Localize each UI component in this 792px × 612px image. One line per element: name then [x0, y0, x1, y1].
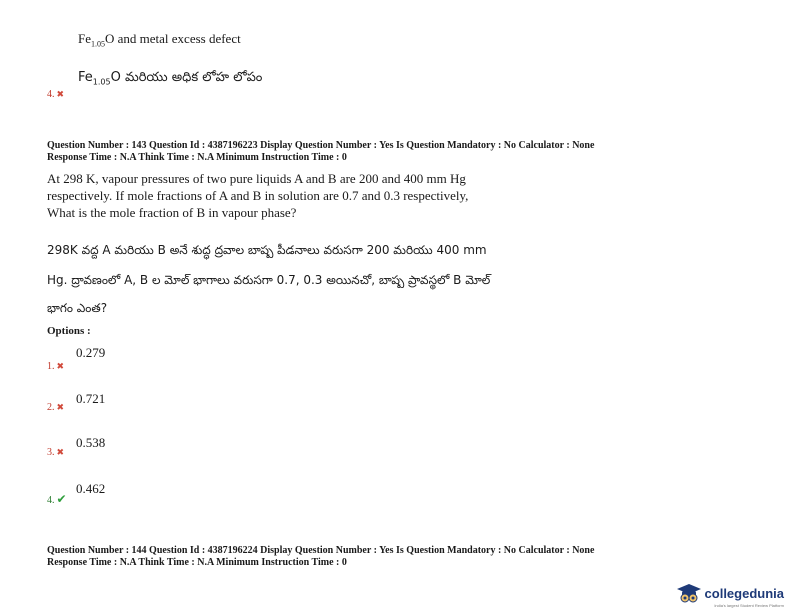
option-3-number: 3. ✖ [47, 447, 65, 458]
previous-option-telugu: $Fe_{1.05}O$ మరియు అధిక లోహ లోపం [78, 70, 263, 87]
question-143-telugu-line3: భాగం ఎంత? [47, 301, 108, 315]
collegedunia-logo [676, 582, 784, 604]
question-143-telugu-line1: 298K వద్ద A మరియు B అనే శుద్ధ ద్రవాల బాష్ప పీడనాలు వరుసగా 200 మరియు 400 mm [47, 243, 487, 257]
brand-name: collegedunia [704, 585, 784, 601]
question-143-meta [47, 140, 594, 164]
option-3-value[interactable]: 0.538 [76, 435, 106, 450]
x-mark-icon: ✖ [56, 403, 65, 413]
question-144-meta [47, 545, 594, 569]
previous-option-number: 4. ✖ [47, 89, 65, 100]
question-144-meta-line1: Question Number : 144 Question Id : 4387196224 Display Question Number : Yes Is Question Mandatory : No Calculator : None [47, 545, 595, 556]
question-143-meta-line1: Question Number : 143 Question Id : 4387196223 Display Question Number : Yes Is Question Mandatory : No Calculator : None [47, 140, 595, 151]
brand-tagline: India's largest Student Review Platform [714, 603, 784, 608]
question-144-meta-line2: Response Time : N.A Think Time : N.A Minimum Instruction Time : 0 [47, 557, 347, 568]
option-2-value[interactable]: 0.721 [76, 391, 106, 406]
option-1-value[interactable]: 0.279 [76, 345, 106, 360]
question-143-telugu-line2: Hg. ద్రావణంలో A, B ల మోల్ భాగాలు వరుసగా 0.7, 0.3 అయినచో, బాష్ప ప్రావస్థలో B మోల్ [47, 273, 491, 287]
option-4-value[interactable]: 0.462 [76, 481, 106, 496]
x-mark-icon: ✖ [56, 448, 65, 458]
graduation-cap-icon [676, 582, 702, 604]
option-2-number: 2. ✖ [47, 402, 65, 413]
previous-option-english: $Fe_{1.05}O$ and metal excess defect [78, 31, 241, 49]
question-143-meta-line2: Response Time : N.A Think Time : N.A Minimum Instruction Time : 0 [47, 152, 347, 163]
check-mark-icon: ✔ [56, 492, 67, 506]
options-label: Options : [47, 325, 91, 337]
x-mark-icon: ✖ [56, 362, 65, 372]
question-143-english-text: At 298 K, vapour pressures of two pure liquids A and B are 200 and 400 mm Hg respectively. If mole fractions of A and B in solution are 0.7 and 0.3 respectively, What is the mole fraction of B in vapour phase? [47, 171, 469, 220]
x-mark-icon: ✖ [56, 90, 65, 100]
option-4-number: 4. ✔ [47, 492, 67, 506]
option-1-number: 1. ✖ [47, 361, 65, 372]
